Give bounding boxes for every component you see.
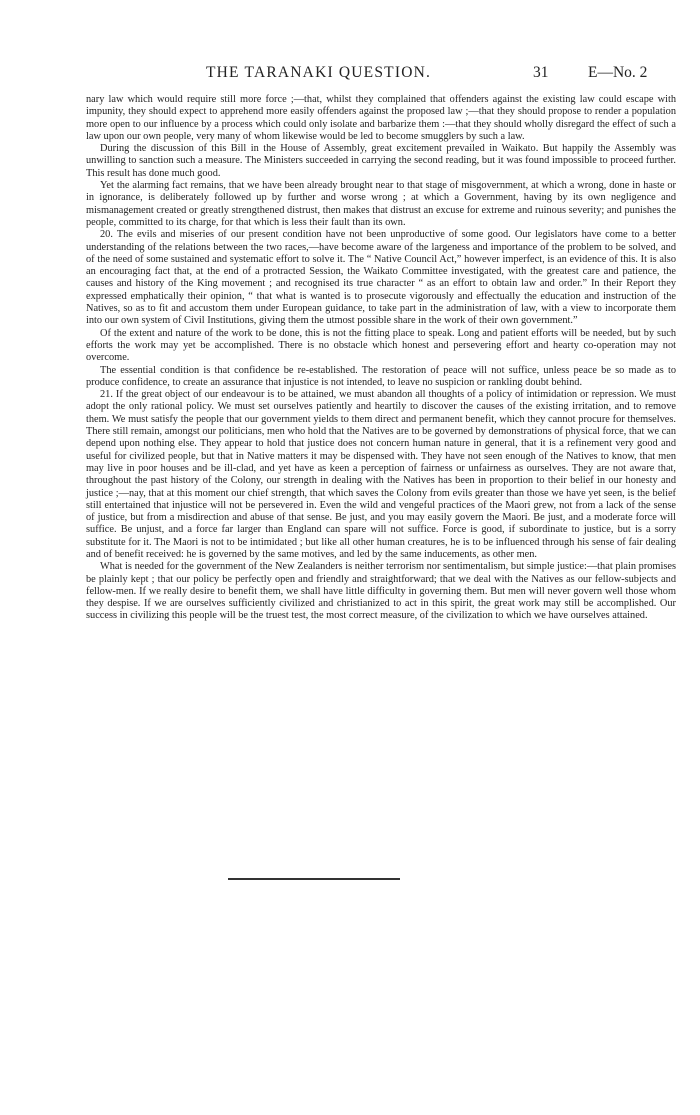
paragraph: The essential condition is that confidence be re-established. The restoration of peace will not suffice, unless peace be so made as to produce confidence, to create an assurance that injustice is not intended, to leave no suspicion or rankling doubt behind. [86, 364, 676, 388]
paragraph: During the discussion of this Bill in the House of Assembly, great excitement prevailed in Waikato. But happily the Assembly was unwilling to sanction such a measure. The Ministers succeeded in carrying the second reading, but it was found impossible to proceed further. This result has done much good. [86, 143, 676, 179]
body-text [86, 94, 676, 623]
page-header [86, 64, 676, 86]
paragraph: nary law which would require still more force ;—that, whilst they complained that offenders against the existing law could escape with impunity, they should expect to apprehend more easily offenders against the proposed law ;—that they should propose to render a population more open to our influence by a process which could only isolate and barbarize them :—that they should wholly disregard the effect of such a law upon our own people, very many of whom likewise would be led to become smugglers by such a law. [86, 94, 676, 142]
paragraph: Yet the alarming fact remains, that we have been already brought near to that stage of misgovernment, at which a wrong, done in haste or in ignorance, is deliberately followed up by further and worse wrong ; at which a Government, having by its own negligence and mismanagement created or greatly strengthened distrust, then makes that distrust an excuse for extreme and ruinous severity; and punishes the people, committed to its charge, for that which is less their fault than its own. [86, 180, 676, 228]
paragraph: 20. The evils and miseries of our present condition have not been unproductive of some good. Our legislators have come to a better understanding of the relations between the two races,—have become aware of the largeness and importance of the problem to be solved, and of the need of some sustained and systematic effort to solve it. The “ Native Council Act,” however imperfect, is an evidence of this. It is also an encouraging fact that, at the end of a protracted Session, the Waikato Committee investigated, with the greatest care and patience, the causes and history of the King movement ; and recognised its true character “ as an effort to obtain law and order.” In their Report they expressed emphatically their opinion, “ that what is wanted is to prosecute vigorously and effectually the education and instruction of the Natives, so as to fit and accustom them under European guidance, to take part in the administration of law, with a view to incorporate them into our own system of Civil Institutions, giving them the utmost possible share in the work of their own government.” [86, 229, 676, 327]
paragraph: Of the extent and nature of the work to be done, this is not the fitting place to speak. Long and patient efforts will be needed, but by such efforts the work may yet be accomplished. There is no obstacle which honest and persevering effort and hearty co-operation may not overcome. [86, 327, 676, 364]
running-title: THE TARANAKI QUESTION. [206, 64, 432, 81]
document-reference: E—No. 2 [588, 64, 648, 81]
paragraph: 21. If the great object of our endeavour is to be attained, we must abandon all thoughts of a policy of intimidation or repression. We must adopt the only rational policy. We must set ourselves patiently and heartily to discover the causes of the existing irritation, and to remove them. We must satisfy the people that our government yields to them direct and permanent benefit, which they cannot procure for themselves. There still remain, amongst our politicians, men who hold that the Natives are to be governed by demonstrations of physical force, that we can depend upon nothing else. They appear to hold that justice does not concern human nature in general, that it is a refinement very good and useful for civilized people, but that in Native matters it may be dispensed with. They have not seen enough of the Natives to know, that men may live in poor houses and be ill-clad, and yet have as keen a perception of fairness or unfairness as ourselves. They are not aware that, throughout the past history of the Colony, our strength in dealing with the Natives has been in proportion to their belief in our honesty and justice ;—nay, that at this moment our chief strength, that which saves the Colony from evils greater than those we have yet seen, is the belief still entertained that injustice will not be persevered in. Even the wild and vengeful practices of the Maori grew, not from a lack of the sense of justice, but from a misdirection and abuse of that sense. Be just, and you may easily govern the Maori. Be just, and a moderate force will suffice. Be unjust, and a force far larger than England can spare will not suffice. Force is good, if subordinate to justice, but is a sorry substitute for it. The Maori is not to be intimidated ; but like all other human creatures, he is to be influenced through his sense of fair dealing and of benefit received: he is governed by the same motives, and led by the same inducements, as other men. [86, 389, 677, 560]
page-number: 31 [533, 64, 549, 81]
paragraph: What is needed for the government of the New Zealanders is neither terrorism nor sentimentalism, but simple justice:—that plain promises be plainly kept ; that our policy be perfectly open and friendly and straightforward; that we deal with the Natives as our fellow-subjects and fellow-men. If we really desire to benefit them, we shall have little difficulty in governing them. But men will never govern well those whom they despise. If we are ourselves sufficiently civilized and christianized to act in this spirit, the great work may still be accomplished. Our success in civilizing this people will be the truest test, the most correct measure, of the civilization to which we have ourselves attained. [86, 561, 676, 622]
closing-rule [228, 878, 400, 880]
